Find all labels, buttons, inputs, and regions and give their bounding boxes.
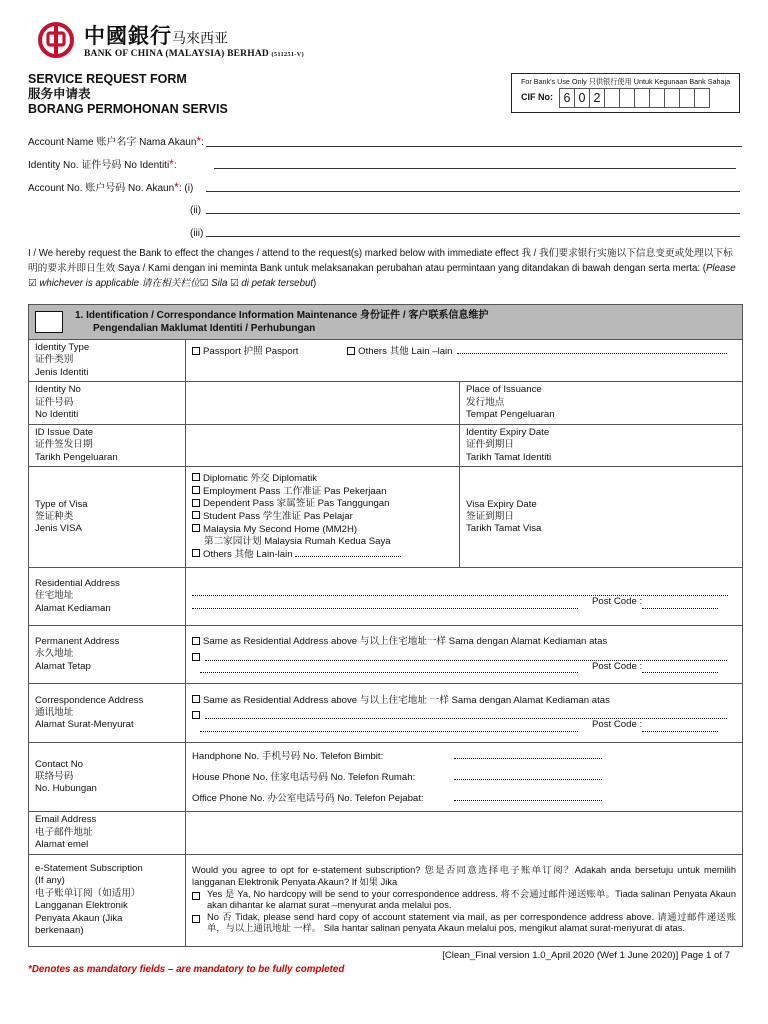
section-1-header bbox=[29, 305, 743, 340]
identity-no-input[interactable] bbox=[214, 168, 736, 169]
form-title-en: SERVICE REQUEST FORM bbox=[28, 72, 187, 86]
residential-address-label: Residential Address 住宅地址 Alamat Kediaman bbox=[29, 568, 186, 626]
request-instruction: I / We hereby request the Bank to effect the changes / attend to the request(s) marked below with immediate effect 我 / 我们要求银行实施以下信息变更或处理以下标明的要求并即日生效 Saya / Kami dengan ini meminta Bank untuk melaksanakan perubahan atau permintaan yang ditandakan di bawah dengan serta merta: (Please ☑ whichever is applicable 请在相关栏位☑ Sila ☑ di petak tersebut) bbox=[28, 248, 736, 290]
permanent-address-input[interactable] bbox=[186, 626, 743, 684]
visa-dependent-checkbox[interactable]: Dependent Pass 家属签证 Pas Tanggungan bbox=[192, 498, 453, 511]
account-no-input-1[interactable] bbox=[206, 191, 740, 192]
post-code-label: Post Code : bbox=[592, 596, 643, 608]
post-code-label: Post Code : bbox=[592, 660, 643, 672]
identity-no-cell-label: Identity No 证件号码 No Identiti bbox=[29, 382, 186, 424]
account-name-label: Account Name 账户名字 Nama Akaun*: bbox=[28, 134, 204, 148]
cif-label: CIF No: bbox=[521, 92, 553, 102]
section-1-subtitle: Pengendalian Maklumat Identiti / Perhubungan bbox=[93, 323, 316, 334]
logo-english-text: BANK OF CHINA (MALAYSIA) BERHAD (511251-V) bbox=[84, 49, 304, 59]
cif-digit[interactable]: 2 bbox=[589, 88, 605, 108]
same-as-residential-checkbox[interactable]: Same as Residential Address above 与以上住宅地址一样 Sama dengan Alamat Kediaman atas bbox=[192, 636, 736, 648]
visa-row bbox=[29, 467, 743, 568]
account-name-input[interactable] bbox=[206, 146, 742, 147]
account-no-label: Account No. 账户号码 No. Akaun*: (i) bbox=[28, 180, 194, 194]
cif-digit[interactable] bbox=[649, 88, 665, 108]
estatement-label: e-Statement Subscription (If any) 电子账单订阅（如适用） Langganan Elektronik Penyata Akaun (Jika berkenaan) bbox=[29, 854, 186, 946]
visa-type-label: Type of Visa 签证种类 Jenis VISA bbox=[29, 467, 186, 568]
version-footer: [Clean_Final version 1.0_April 2020 (Wef 1 June 2020)] Page 1 of 7 bbox=[442, 950, 730, 961]
identity-type-row bbox=[29, 340, 743, 382]
bank-use-label: For Bank's Use Only 只供银行使用 Untuk Kegunaan Bank Sahaja bbox=[521, 77, 731, 86]
email-input[interactable] bbox=[186, 812, 743, 854]
bank-logo bbox=[38, 20, 368, 66]
bank-of-china-logo-icon bbox=[38, 22, 74, 58]
account-no-iii-label: (iii) bbox=[190, 228, 204, 239]
logo-chinese-text: 中國銀行马來西亚 bbox=[84, 23, 228, 48]
visa-employment-checkbox[interactable]: Employment Pass 工作准证 Pas Pekerjaan bbox=[192, 486, 453, 499]
section-1-title: 1. Identification / Correspondance Information Maintenance 身份证件 / 客户联系信息维护 bbox=[75, 309, 489, 321]
identity-no-label: Identity No. 证件号码 No Identiti*: bbox=[28, 157, 177, 171]
mandatory-note: *Denotes as mandatory fields – are mandatory to be fully completed bbox=[28, 964, 345, 975]
post-code-label: Post Code : bbox=[592, 719, 643, 731]
visa-mm2h-subtext: 第二家园计划 Malaysia Rumah Kedua Saya bbox=[204, 536, 391, 548]
account-no-ii-label: (ii) bbox=[190, 205, 202, 216]
visa-diplomatic-checkbox[interactable]: Diplomatic 外交 Diplomatik bbox=[192, 473, 453, 486]
section-1-table bbox=[28, 304, 743, 947]
correspondence-address-input[interactable] bbox=[186, 684, 743, 743]
cif-number-field[interactable] bbox=[560, 88, 710, 108]
visa-others-checkbox[interactable]: Others 其他 Lain-lain bbox=[192, 549, 453, 562]
identity-no-value[interactable] bbox=[186, 382, 460, 424]
bank-use-box bbox=[511, 73, 740, 113]
house-phone-field[interactable]: House Phone No. 住家电话号码 No. Telefon Rumah: bbox=[192, 767, 736, 788]
residential-address-row bbox=[29, 568, 743, 626]
id-date-row bbox=[29, 424, 743, 466]
correspondence-address-row bbox=[29, 684, 743, 743]
correspondence-address-label: Correspondence Address 通讯地址 Alamat Surat-Menyurat bbox=[29, 684, 186, 743]
cif-digit[interactable] bbox=[604, 88, 620, 108]
id-issue-date-label: ID Issue Date 证件签发日期 Tarikh Pengeluaran bbox=[29, 424, 186, 466]
identity-expiry-date[interactable]: Identity Expiry Date 证件到期日 Tarikh Tamat Identiti bbox=[460, 424, 743, 466]
others-checkbox[interactable]: Others 其他 Lain –lain bbox=[347, 346, 452, 357]
form-title bbox=[28, 72, 228, 117]
identity-type-label: Identity Type 证件类别 Jenis Identiti bbox=[29, 340, 186, 382]
section-1-checkbox[interactable] bbox=[35, 311, 63, 333]
id-issue-date-value[interactable] bbox=[186, 424, 460, 466]
handphone-field[interactable]: Handphone No. 手机号码 No. Telefon Bimbit: bbox=[192, 746, 736, 767]
cif-digit[interactable] bbox=[694, 88, 710, 108]
estatement-yes-checkbox[interactable]: Yes 是 Ya, No hardcopy will be send to your correspondence address. 将不会通过邮件递送账单。Tiada salinan Penyata Akaun akan dihantar ke alamat surat –menyurat anda melalui pos. bbox=[192, 889, 736, 912]
contact-no-label: Contact No 联络号码 No. Hubungan bbox=[29, 743, 186, 812]
place-of-issuance[interactable]: Place of Issuance 发行地点 Tempat Pengeluaran bbox=[460, 382, 743, 424]
identity-no-row bbox=[29, 382, 743, 424]
passport-checkbox[interactable]: Passport 护照 Pasport bbox=[192, 346, 298, 357]
permanent-address-row bbox=[29, 626, 743, 684]
cif-digit[interactable] bbox=[634, 88, 650, 108]
estatement-question: Would you agree to opt for e-statement subscription? 您是否同意选择电子账单订阅？Adakah anda bersetuju untuk memilih langganan Elektronik Penyata Akaun? If 如果 Jika bbox=[192, 865, 736, 887]
cif-digit[interactable]: 6 bbox=[559, 88, 575, 108]
visa-student-checkbox[interactable]: Student Pass 学生准证 Pas Pelajar bbox=[192, 511, 453, 524]
residential-address-input[interactable] bbox=[186, 568, 743, 626]
email-row bbox=[29, 812, 743, 854]
contact-no-row bbox=[29, 743, 743, 812]
cif-digit[interactable] bbox=[664, 88, 680, 108]
estatement-row bbox=[29, 854, 743, 946]
visa-expiry-date[interactable]: Visa Expiry Date 签证到期日 Tarikh Tamat Visa bbox=[460, 467, 743, 568]
same-as-residential-checkbox[interactable]: Same as Residential Address above 与以上住宅地址 一样 Sama dengan Alamat Kediaman atas bbox=[192, 695, 736, 707]
others-identity-input[interactable] bbox=[457, 353, 727, 354]
permanent-address-label: Permanent Address 永久地址 Alamat Tetap bbox=[29, 626, 186, 684]
account-no-input-3[interactable] bbox=[206, 236, 740, 237]
cif-digit[interactable]: 0 bbox=[574, 88, 590, 108]
form-title-cn: 服务申请表 bbox=[28, 87, 91, 101]
account-no-input-2[interactable] bbox=[206, 213, 740, 214]
estatement-no-checkbox[interactable]: No 否 Tidak, please send hard copy of account statement via mail, as per correspondence address above. 请通过邮件递送账单，与以上通讯地址 一样。 Sila hantar salinan penyata Akaun melalui pos, mengikut alamat surat-menyurat di atas. bbox=[192, 912, 736, 935]
email-label: Email Address 电子邮件地址 Alamat emel bbox=[29, 812, 186, 854]
cif-digit[interactable] bbox=[619, 88, 635, 108]
form-title-my: BORANG PERMOHONAN SERVIS bbox=[28, 102, 228, 116]
office-phone-field[interactable]: Office Phone No. 办公室电话号码 No. Telefon Pejabat: bbox=[192, 788, 736, 809]
visa-mm2h-checkbox[interactable]: Malaysia My Second Home (MM2H) bbox=[192, 524, 453, 537]
cif-digit[interactable] bbox=[679, 88, 695, 108]
